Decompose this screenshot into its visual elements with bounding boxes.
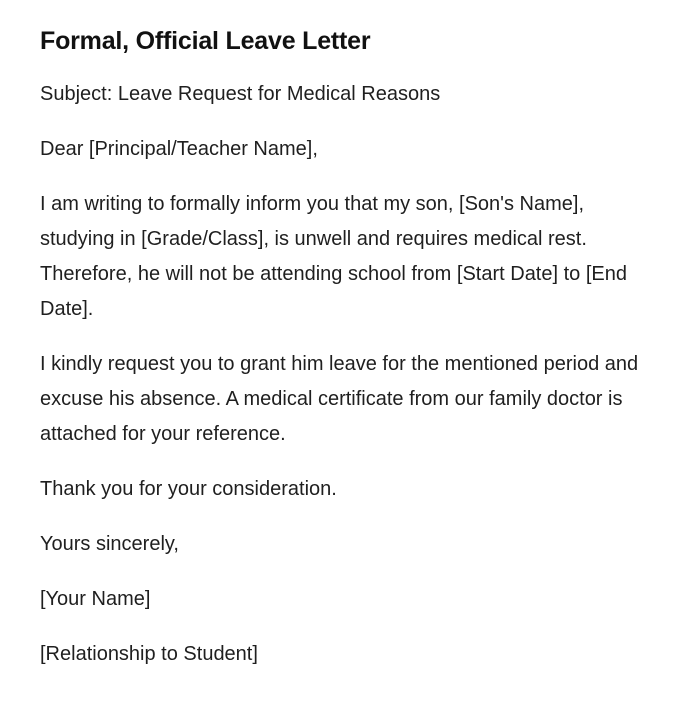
letter-closing: Yours sincerely, xyxy=(40,533,179,555)
letter-body-paragraph-1: I am writing to formally inform you that my son, [Son's Name], studying in [Grade/Class], is unwell and requires medical rest. Therefore, he will not be attending school from [Start Date] to [End Date]. xyxy=(40,193,627,320)
letter-salutation: Dear [Principal/Teacher Name], xyxy=(40,138,318,160)
letter-subject: Subject: Leave Request for Medical Reasons xyxy=(40,83,441,105)
letter-thanks: Thank you for your consideration. xyxy=(40,478,337,500)
letter-document xyxy=(40,24,650,692)
letter-signature-name: [Your Name] xyxy=(40,588,151,610)
letter-signature-relationship: [Relationship to Student] xyxy=(40,643,258,665)
letter-title: Formal, Official Leave Letter xyxy=(40,27,371,55)
letter-body-paragraph-2: I kindly request you to grant him leave for the mentioned period and excuse his absence. A medical certificate from our family doctor is attached for your reference. xyxy=(40,353,639,445)
